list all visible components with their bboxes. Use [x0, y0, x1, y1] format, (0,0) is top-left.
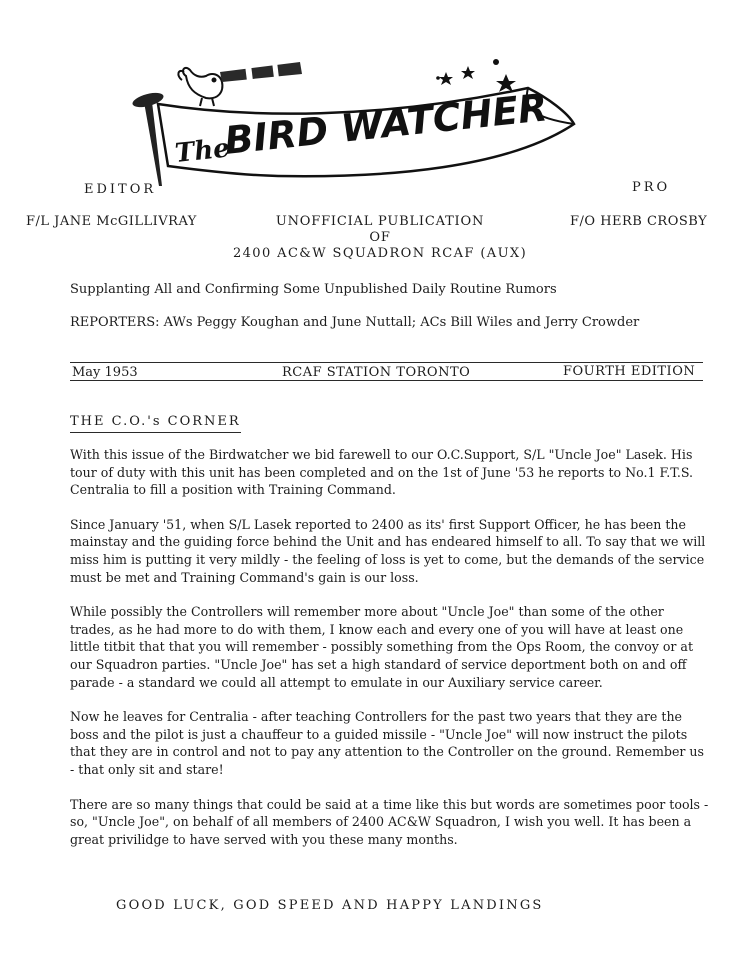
article-paragraph: With this issue of the Birdwatcher we bid farewell to our O.C.Support, S/L "Uncle Joe" Lasek. His tour of duty with this unit has been completed and on the 1st of June '53 he reports to No.1 F.T.S. Centralia to fill a position with Training Command. — [70, 447, 694, 498]
reporters-line: REPORTERS: AWs Peggy Koughan and June Nuttall; ACs Bill Wiles and Jerry Crowder — [70, 315, 640, 330]
pro-name: F/O HERB CROSBY — [570, 214, 708, 229]
article-paragraph: Now he leaves for Centralia - after teaching Controllers for the past two years that they are the boss and the pilot is just a chauffeur to a guided missile - "Uncle Joe" will now instruct the pilots that they are in control and not to pay any attention to the Controller on the ground. Remember us - that only sit and stare! — [70, 709, 705, 777]
masthead-illustration — [128, 58, 578, 188]
publication-line-1: UNOFFICIAL PUBLICATION — [275, 214, 485, 229]
editor-name: F/L JANE McGILLIVRAY — [26, 214, 197, 229]
article-body — [70, 446, 710, 865]
masthead — [128, 58, 578, 188]
issue-edition: FOURTH EDITION — [563, 364, 696, 379]
masthead-title-the: The — [173, 133, 232, 169]
editor-label: EDITOR — [84, 182, 157, 197]
article-paragraph: While possibly the Controllers will remember more about "Uncle Joe" than some of the other trades, as he had more to do with them, I know each and every one of you will have at least one little titbit that that you will remember - possibly something from the Ops Room, the convoy or at our Squadron parties. "Uncle Joe" has set a high standard of service deportment both on and off parade - a standard we could all attempt to emulate in our Auxiliary service career. — [70, 604, 694, 690]
issue-bar-top-rule — [70, 362, 703, 363]
article-heading: THE C.O.'s CORNER — [70, 414, 241, 433]
tagline: Supplanting All and Confirming Some Unpublished Daily Routine Rumors — [70, 282, 557, 297]
issue-date: May 1953 — [72, 365, 138, 380]
telescope-icon — [220, 62, 302, 82]
pro-label: PRO — [632, 180, 671, 195]
publication-line-3: 2400 AC&W SQUADRON RCAF (AUX) — [232, 246, 528, 261]
publication-line-2: OF — [369, 230, 391, 245]
issue-bar-bottom-rule — [70, 380, 703, 381]
issue-station: RCAF STATION TORONTO — [282, 365, 471, 380]
stars-icon — [436, 59, 516, 92]
article-paragraph: There are so many things that could be said at a time like this but words are sometimes poor tools - so, "Uncle Joe", on behalf of all members of 2400 AC&W Squadron, I wish you well. It has been a great privilidge to have served with you these many months. — [70, 796, 709, 847]
publication-info — [230, 214, 530, 262]
bird-icon — [178, 68, 222, 106]
masthead-title: BIRD WATCHER — [222, 85, 550, 163]
article-paragraph: Since January '51, when S/L Lasek reported to 2400 as its' first Support Officer, he has been the mainstay and the guiding force behind the Unit and has endeared himself to all. To say that we will miss him is putting it very mildly - the feeling of loss is yet to come, but the demands of the service must be met and Training Command's gain is our loss. — [70, 516, 706, 585]
closing-line: GOOD LUCK, GOD SPEED AND HAPPY LANDINGS — [116, 898, 544, 913]
